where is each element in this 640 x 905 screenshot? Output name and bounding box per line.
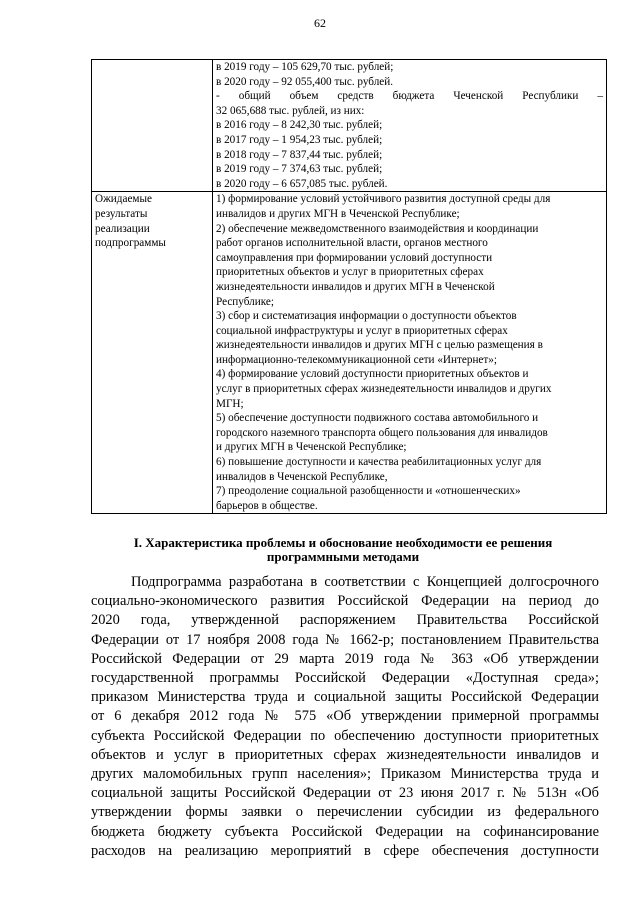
funding-line: в 2016 году – 8 242,30 тыс. рублей; [216,119,383,132]
body-paragraph [91,573,599,861]
expected-results-value-cell [213,192,607,514]
result-line: 3) сбор и систематизация информации о доступности объектов [216,310,517,323]
section-heading [100,536,586,564]
paragraph-line: Федерации от 17 ноября 2008 года № 1662-р; постановлением Правительства [91,631,599,648]
result-line: и других МГН в Чеченской Республике; [216,441,407,454]
subprogram-passport-table [91,59,607,514]
expected-results-label: подпрограммы [95,237,166,250]
result-line: жизнедеятельности инвалидов и других МГН с целью размещения в [216,339,543,352]
paragraph-line: Российской Федерации от 29 марта 2019 года № 363 «Об утверждении [91,650,599,667]
result-line: работ органов исполнительной власти, органов местного [216,237,488,250]
result-line: 6) повышение доступности и качества реабилитационных услуг для [216,456,542,469]
result-line: услуг в приоритетных сферах жизнедеятельности инвалидов и других [216,383,552,396]
paragraph-line: расходов на реализацию мероприятий в сфере обеспечения доступности [91,842,599,859]
funding-line: в 2019 году – 105 629,70 тыс. рублей; [216,61,394,73]
section-heading-line: программными методами [266,549,420,564]
paragraph-line: социально-экономического развития Российской Федерации на период до [91,593,599,610]
result-line: инвалидов и других МГН в Чеченской Республике; [216,207,460,220]
result-line: социальной инфраструктуры и услуг в приоритетных сферах [216,324,508,337]
result-line: информационно-телекоммуникационной сети «Интернет»; [216,353,497,366]
page-number: 62 [314,16,326,30]
paragraph-line: бюджета бюджету субъекта Российской Федерации на софинансирование [91,823,599,840]
paragraph-line: объектов и услуг в приоритетных сферах жизнедеятельности инвалидов и [91,746,599,763]
result-line: 1) формирование условий устойчивого развития доступной среды для [216,193,551,206]
expected-results-row [92,192,607,514]
result-line: Республике; [216,295,274,308]
expected-results-label: результаты [95,207,148,220]
result-line: 4) формирование условий доступности приоритетных объектов и [216,368,529,381]
result-line: 5) обеспечение доступности подвижного состава автомобильного и [216,412,539,425]
funding-value-cell [213,60,607,192]
paragraph-line: субъекта Российской Федерации по обеспечению доступности приоритетных [91,727,599,744]
expected-results-label: реализации [95,222,150,235]
result-line: городского наземного транспорта общего пользования для инвалидов [216,426,548,439]
funding-label-cell [92,60,213,192]
result-line: приоритетных объектов и услуг в приоритетных сферах [216,266,484,279]
funding-line: в 2018 году – 7 837,44 тыс. рублей; [216,148,383,161]
result-line: инвалидов в Чеченской Республике, [216,470,388,483]
paragraph-line: других маломобильных групп населения»; Приказом Министерства труда и [91,766,599,783]
paragraph-line: утверждении формы заявки о перечислении субсидии из федерального [91,804,599,821]
result-line: самоуправления при формировании условий доступности [216,251,493,264]
paragraph-line: 2020 года, утвержденной распоряжением Правительства Российской [91,612,599,629]
result-line: жизнедеятельности инвалидов и других МГН в Чеченской [216,280,495,293]
funding-line: в 2017 году – 1 954,23 тыс. рублей; [216,133,383,146]
section-heading-line: I. Характеристика проблемы и обоснование необходимости ее решения [133,535,553,550]
paragraph-line: Подпрограмма разработана в соответствии с Концепцией долгосрочного [131,574,599,590]
paragraph-line: приказом Министерства труда и социальной защиты Российской Федерации [91,689,599,706]
result-line: 7) преодоление социальной разобщенности и «отношенческих» [216,485,521,498]
funding-line: в 2019 году – 7 374,63 тыс. рублей; [216,163,383,176]
funding-line: в 2020 году – 6 657,085 тыс. рублей. [216,177,388,190]
result-line: 2) обеспечение межведомственного взаимодействия и координации [216,222,539,235]
result-line: МГН; [216,397,244,410]
paragraph-line: от 6 декабря 2012 года № 575 «Об утверждении примерной программы [91,708,599,725]
result-line: барьеров в обществе. [216,499,318,512]
funding-row [92,60,607,192]
paragraph-line: социальной защиты Российской Федерации от 23 июня 2017 г. № 513н «Об [91,785,599,802]
funding-line: 32 065,688 тыс. рублей, из них: [216,104,365,117]
expected-results-label-cell [92,192,213,514]
paragraph-line: государственной программы Российской Федерации «Доступная среда»; [91,670,599,687]
funding-line: в 2020 году – 92 055,400 тыс. рублей. [216,75,394,88]
funding-line: - общий объем средств бюджета Чеченской Республики – [216,90,603,103]
expected-results-label: Ожидаемые [95,193,152,206]
